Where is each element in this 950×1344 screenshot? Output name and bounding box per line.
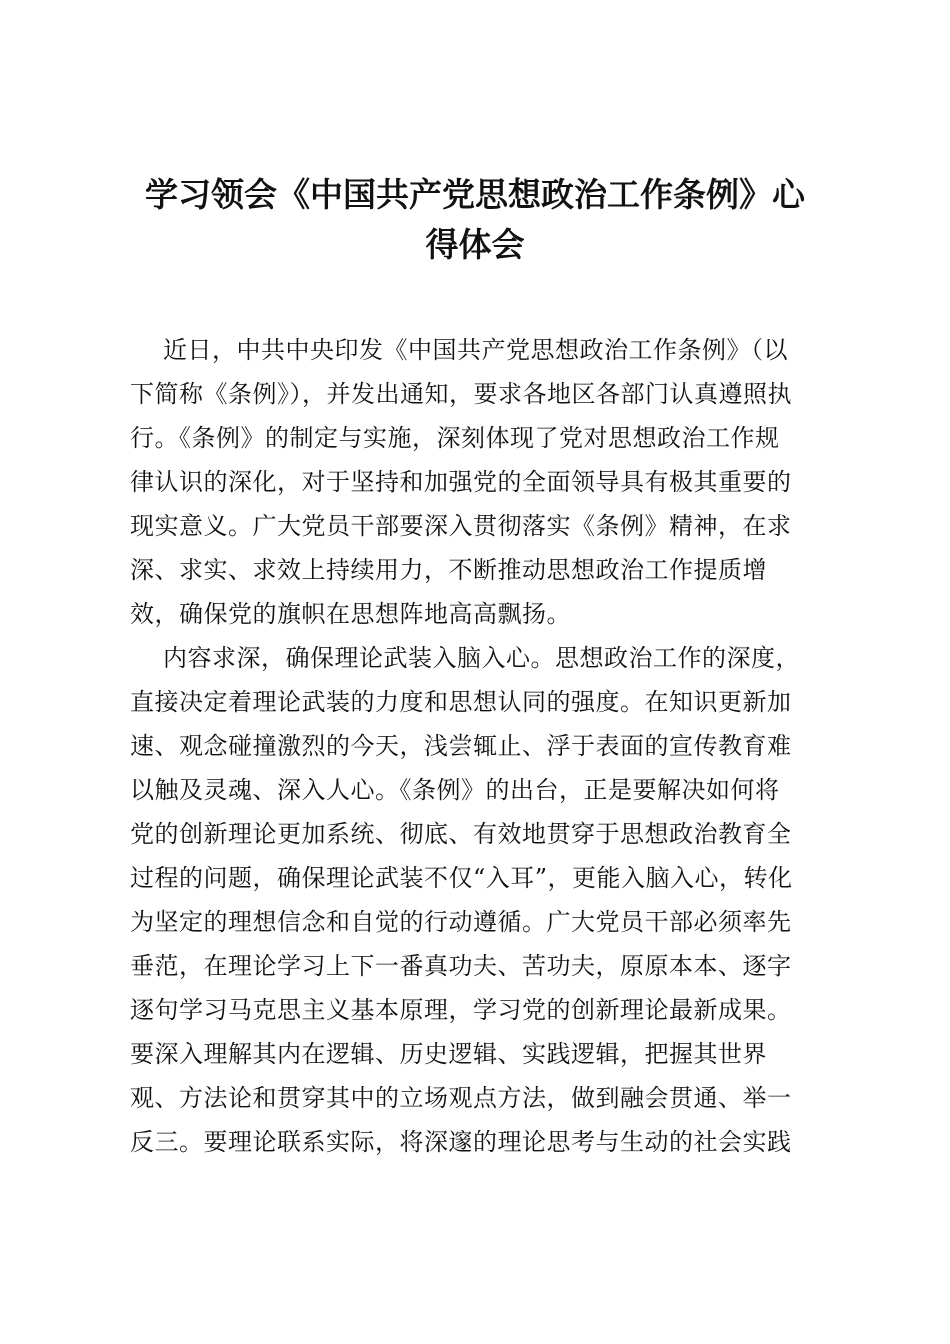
text-line: 为坚定的理想信念和自觉的行动遵循。广大党员干部必须率先 [130,908,792,936]
text-line: 近日，中共中央印发《中国共产党思想政治工作条例》（以 [163,336,788,364]
text-line: 现实意义。广大党员干部要深入贯彻落实《条例》精神，在求 [130,512,792,540]
text-line: 垂范，在理论学习上下一番真功夫、苦功夫，原原本本、逐字 [130,952,792,980]
document-title-line-1: 学习领会《中国共产党思想政治工作条例》心 [145,175,805,214]
text-line: 速、观念碰撞激烈的今天，浅尝辄止、浮于表面的宣传教育难 [130,732,792,760]
text-line: 要深入理解其内在逻辑、历史逻辑、实践逻辑，把握其世界 [130,1040,767,1068]
document-body [130,328,830,1164]
text-line: 下简称《条例》），并发出通知，要求各地区各部门认真遵照执 [130,380,792,408]
text-line: 以触及灵魂、深入人心。《条例》的出台，正是要解决如何将 [130,776,780,804]
text-line: 行。《条例》的制定与实施，深刻体现了党对思想政治工作规 [130,424,780,452]
text-line: 效，确保党的旗帜在思想阵地高高飘扬。 [130,600,571,628]
text-line: 直接决定着理论武装的力度和思想认同的强度。在知识更新加 [130,688,792,716]
text-line: 党的创新理论更加系统、彻底、有效地贯穿于思想政治教育全 [130,820,792,848]
paragraph-1 [130,328,830,636]
text-line: 反三。要理论联系实际，将深邃的理论思考与生动的社会实践 [130,1128,792,1156]
text-line: 内容求深，确保理论武装入脑入心。思想政治工作的深度， [163,644,800,672]
text-line: 逐句学习马克思主义基本原理，学习党的创新理论最新成果。 [130,996,792,1024]
paragraph-2 [130,636,830,1164]
text-line: 过程的问题，确保理论武装不仅“入耳”，更能入脑入心，转化 [130,864,793,892]
text-line: 深、求实、求效上持续用力，不断推动思想政治工作提质增 [130,556,767,584]
document-title-line-2: 得体会 [425,225,525,264]
text-line: 律认识的深化，对于坚持和加强党的全面领导具有极其重要的 [130,468,792,496]
text-line: 观、方法论和贯穿其中的立场观点方法，做到融会贯通、举一 [130,1084,792,1112]
